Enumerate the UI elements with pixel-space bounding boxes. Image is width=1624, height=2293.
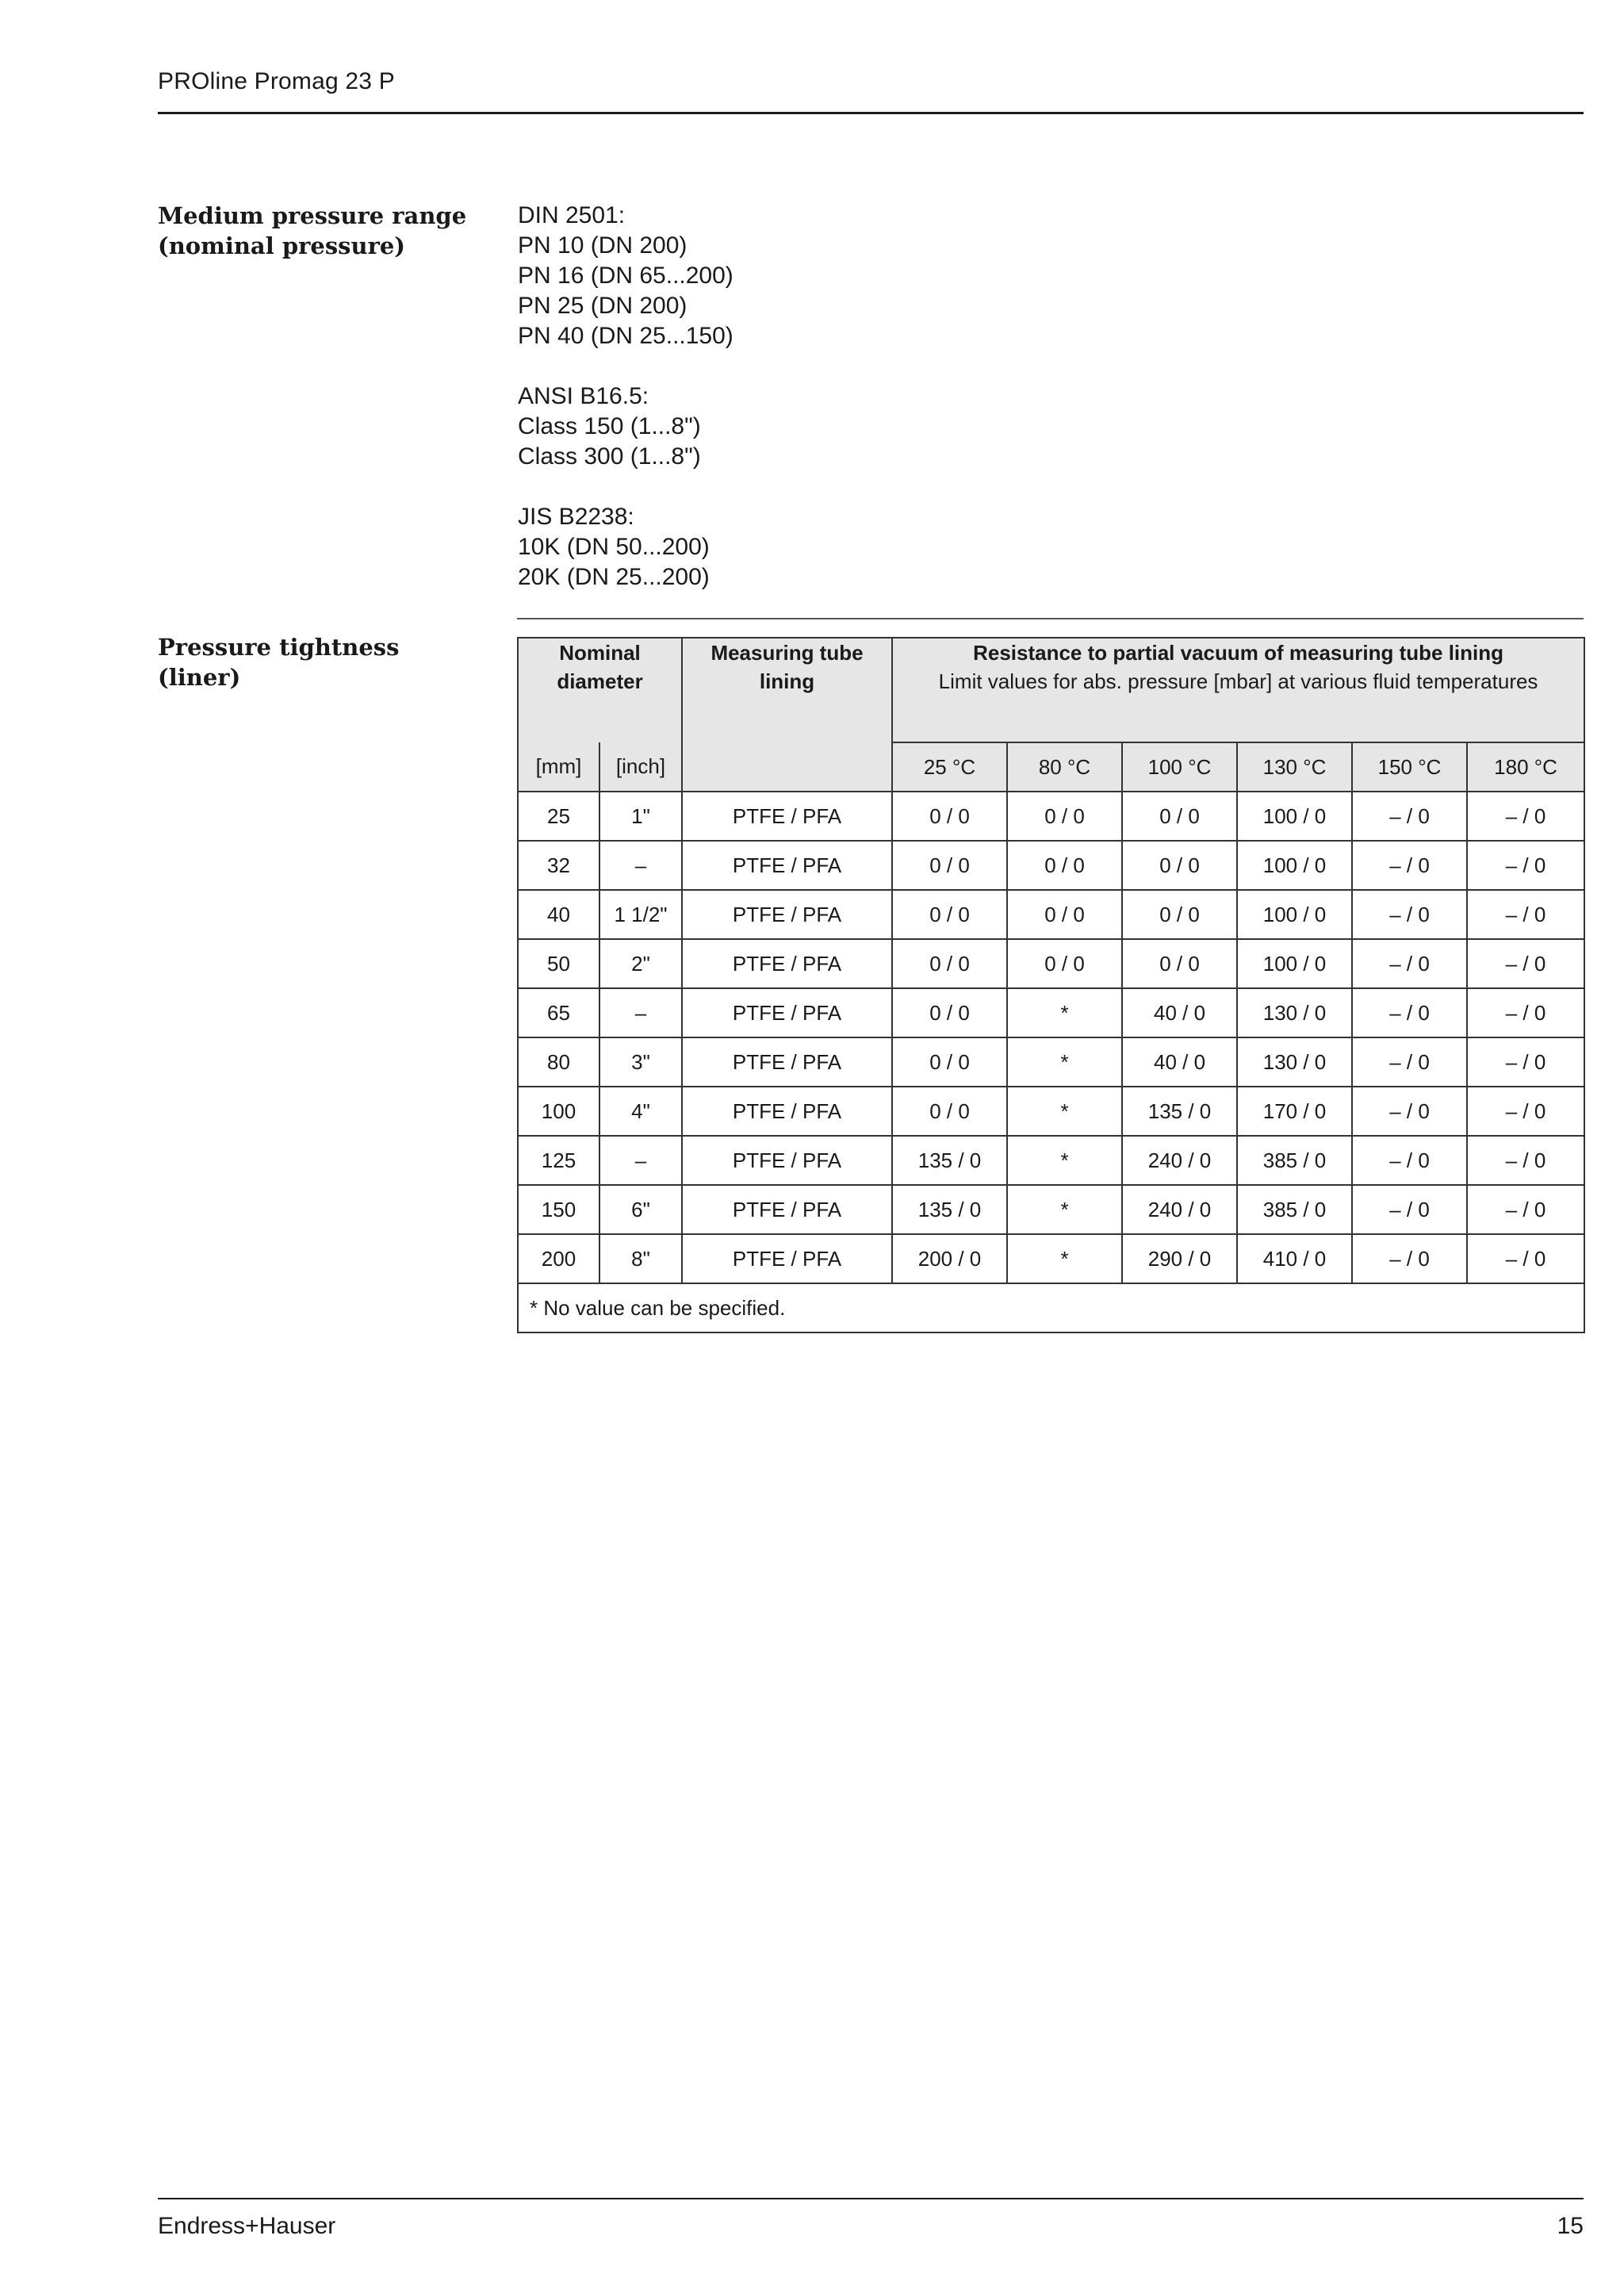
- table-cell: 0 / 0: [1122, 792, 1237, 841]
- table-cell: 200 / 0: [892, 1234, 1007, 1283]
- spec-line: DIN 2501:: [518, 202, 626, 228]
- table-cell: 385 / 0: [1237, 1185, 1352, 1234]
- table-row: [518, 1037, 1584, 1087]
- temp-header: 180 °C: [1467, 742, 1584, 792]
- table-cell: – / 0: [1467, 841, 1584, 890]
- table-cell: – / 0: [1352, 939, 1467, 988]
- table-cell: – / 0: [1352, 1185, 1467, 1234]
- table-cell: PTFE / PFA: [682, 939, 892, 988]
- table-cell: *: [1007, 1136, 1122, 1185]
- table-cell: 40 / 0: [1122, 988, 1237, 1037]
- table-cell: – / 0: [1467, 1185, 1584, 1234]
- table-row: [518, 1136, 1584, 1185]
- table-cell: 0 / 0: [1122, 939, 1237, 988]
- table-cell: 50: [518, 939, 599, 988]
- table-cell: PTFE / PFA: [682, 988, 892, 1037]
- spec-line: JIS B2238:: [518, 504, 634, 530]
- table-cell: 0 / 0: [892, 988, 1007, 1037]
- label-line: Medium pressure range: [158, 202, 467, 229]
- table-cell: 150: [518, 1185, 599, 1234]
- table-cell: PTFE / PFA: [682, 1185, 892, 1234]
- spec-line: 10K (DN 50...200): [518, 534, 710, 560]
- table-cell: *: [1007, 1087, 1122, 1136]
- table-cell: 240 / 0: [1122, 1185, 1237, 1234]
- table-cell: – / 0: [1467, 1087, 1584, 1136]
- spec-line: PN 16 (DN 65...200): [518, 263, 733, 289]
- table-cell: 32: [518, 841, 599, 890]
- table-cell: –: [599, 988, 682, 1037]
- table-cell: 4": [599, 1087, 682, 1136]
- temp-header: 100 °C: [1122, 742, 1237, 792]
- table-cell: –: [599, 1136, 682, 1185]
- table-cell: 100: [518, 1087, 599, 1136]
- resistance-header: [892, 638, 1584, 742]
- table-cell: 1": [599, 792, 682, 841]
- table-cell: 0 / 0: [1007, 841, 1122, 890]
- table-cell: 170 / 0: [1237, 1087, 1352, 1136]
- table-cell: – / 0: [1467, 1037, 1584, 1087]
- table-cell: 135 / 0: [1122, 1087, 1237, 1136]
- resistance-subtitle: Limit values for abs. pressure [mbar] at various fluid temperatures: [938, 669, 1538, 693]
- temp-header: 25 °C: [892, 742, 1007, 792]
- spec-line: PN 25 (DN 200): [518, 293, 688, 319]
- table-cell: – / 0: [1352, 792, 1467, 841]
- spec-line: PN 10 (DN 200): [518, 232, 688, 259]
- table-row: [518, 1185, 1584, 1234]
- table-row: [518, 1234, 1584, 1283]
- table-row: [518, 988, 1584, 1037]
- label-line: (liner): [158, 664, 241, 691]
- table-cell: PTFE / PFA: [682, 1087, 892, 1136]
- resistance-title: Resistance to partial vacuum of measuring tube lining: [973, 641, 1504, 665]
- table-cell: 65: [518, 988, 599, 1037]
- table-cell: – / 0: [1352, 1234, 1467, 1283]
- temp-header: 80 °C: [1007, 742, 1122, 792]
- table-cell: 410 / 0: [1237, 1234, 1352, 1283]
- table-cell: 0 / 0: [892, 939, 1007, 988]
- pressure-tightness-table: [517, 637, 1585, 1333]
- table-cell: – / 0: [1467, 1234, 1584, 1283]
- table-cell: 130 / 0: [1237, 988, 1352, 1037]
- table-cell: *: [1007, 1185, 1122, 1234]
- table-cell: – / 0: [1467, 939, 1584, 988]
- pressure-tightness-label: [158, 632, 399, 692]
- table-cell: 200: [518, 1234, 599, 1283]
- temp-header: 130 °C: [1237, 742, 1352, 792]
- table-cell: 1 1/2": [599, 890, 682, 939]
- table-cell: 0 / 0: [1007, 890, 1122, 939]
- table-cell: 290 / 0: [1122, 1234, 1237, 1283]
- table-row: [518, 792, 1584, 841]
- lining-header: Measuring tube lining: [682, 638, 892, 792]
- table-cell: – / 0: [1352, 1136, 1467, 1185]
- table-cell: 135 / 0: [892, 1136, 1007, 1185]
- table-cell: 0 / 0: [892, 1087, 1007, 1136]
- section-divider: [517, 618, 1584, 619]
- jis-group: [518, 502, 733, 592]
- table-cell: 100 / 0: [1237, 792, 1352, 841]
- table-row: [518, 841, 1584, 890]
- table-cell: *: [1007, 1234, 1122, 1283]
- table-cell: 0 / 0: [892, 890, 1007, 939]
- temp-header: 150 °C: [1352, 742, 1467, 792]
- label-line: Pressure tightness: [158, 634, 400, 661]
- table-footnote: * No value can be specified.: [518, 1283, 1584, 1332]
- table-cell: 0 / 0: [892, 841, 1007, 890]
- table-cell: 100 / 0: [1237, 939, 1352, 988]
- table-cell: 80: [518, 1037, 599, 1087]
- table-cell: – / 0: [1352, 841, 1467, 890]
- table-cell: 2": [599, 939, 682, 988]
- table-cell: 385 / 0: [1237, 1136, 1352, 1185]
- table-cell: 130 / 0: [1237, 1037, 1352, 1087]
- table-cell: – / 0: [1467, 988, 1584, 1037]
- table-cell: 0 / 0: [1007, 939, 1122, 988]
- table-cell: – / 0: [1352, 890, 1467, 939]
- table-cell: 100 / 0: [1237, 890, 1352, 939]
- table-cell: 25: [518, 792, 599, 841]
- table-row: [518, 1087, 1584, 1136]
- table-cell: PTFE / PFA: [682, 1136, 892, 1185]
- table-cell: – / 0: [1352, 1087, 1467, 1136]
- header-divider: [158, 112, 1584, 114]
- table-cell: *: [1007, 988, 1122, 1037]
- table-cell: PTFE / PFA: [682, 890, 892, 939]
- label-line: (nominal pressure): [158, 232, 406, 259]
- table-row: [518, 890, 1584, 939]
- ansi-group: [518, 382, 733, 472]
- table-cell: –: [599, 841, 682, 890]
- table-row: [518, 939, 1584, 988]
- table-cell: – / 0: [1467, 792, 1584, 841]
- spec-line: Class 150 (1...8"): [518, 413, 701, 439]
- table-cell: PTFE / PFA: [682, 792, 892, 841]
- footer-divider: [158, 2198, 1584, 2199]
- table-cell: 3": [599, 1037, 682, 1087]
- footnote-row: [518, 1283, 1584, 1332]
- pressure-range-label: [158, 201, 466, 261]
- table-body: [518, 792, 1584, 1332]
- table-cell: 240 / 0: [1122, 1136, 1237, 1185]
- table-cell: 135 / 0: [892, 1185, 1007, 1234]
- document-title: PROline Promag 23 P: [158, 68, 395, 94]
- din-group: [518, 201, 733, 351]
- table-cell: 8": [599, 1234, 682, 1283]
- spec-line: ANSI B16.5:: [518, 383, 649, 409]
- unit-inch-header: [inch]: [599, 742, 682, 792]
- table-cell: 0 / 0: [1122, 890, 1237, 939]
- spec-line: 20K (DN 25...200): [518, 564, 710, 590]
- spec-line: Class 300 (1...8"): [518, 443, 701, 470]
- pressure-range-specs: [518, 201, 733, 623]
- unit-mm-header: [mm]: [518, 742, 599, 792]
- table-cell: – / 0: [1467, 1136, 1584, 1185]
- table-cell: PTFE / PFA: [682, 1234, 892, 1283]
- table-cell: 0 / 0: [1007, 792, 1122, 841]
- table-cell: 0 / 0: [1122, 841, 1237, 890]
- table-cell: *: [1007, 1037, 1122, 1087]
- table-cell: 40 / 0: [1122, 1037, 1237, 1087]
- table-cell: – / 0: [1352, 988, 1467, 1037]
- table-cell: – / 0: [1352, 1037, 1467, 1087]
- page-number: 15: [1557, 2213, 1584, 2239]
- spec-line: PN 40 (DN 25...150): [518, 323, 733, 349]
- table-cell: 0 / 0: [892, 1037, 1007, 1087]
- table-cell: PTFE / PFA: [682, 841, 892, 890]
- table-cell: 0 / 0: [892, 792, 1007, 841]
- table-cell: 40: [518, 890, 599, 939]
- nominal-diameter-header: Nominal diameter: [518, 638, 682, 742]
- table-cell: – / 0: [1467, 890, 1584, 939]
- brand-name: Endress+Hauser: [158, 2213, 336, 2239]
- table-cell: PTFE / PFA: [682, 1037, 892, 1087]
- table-cell: 100 / 0: [1237, 841, 1352, 890]
- table-cell: 6": [599, 1185, 682, 1234]
- table-cell: 125: [518, 1136, 599, 1185]
